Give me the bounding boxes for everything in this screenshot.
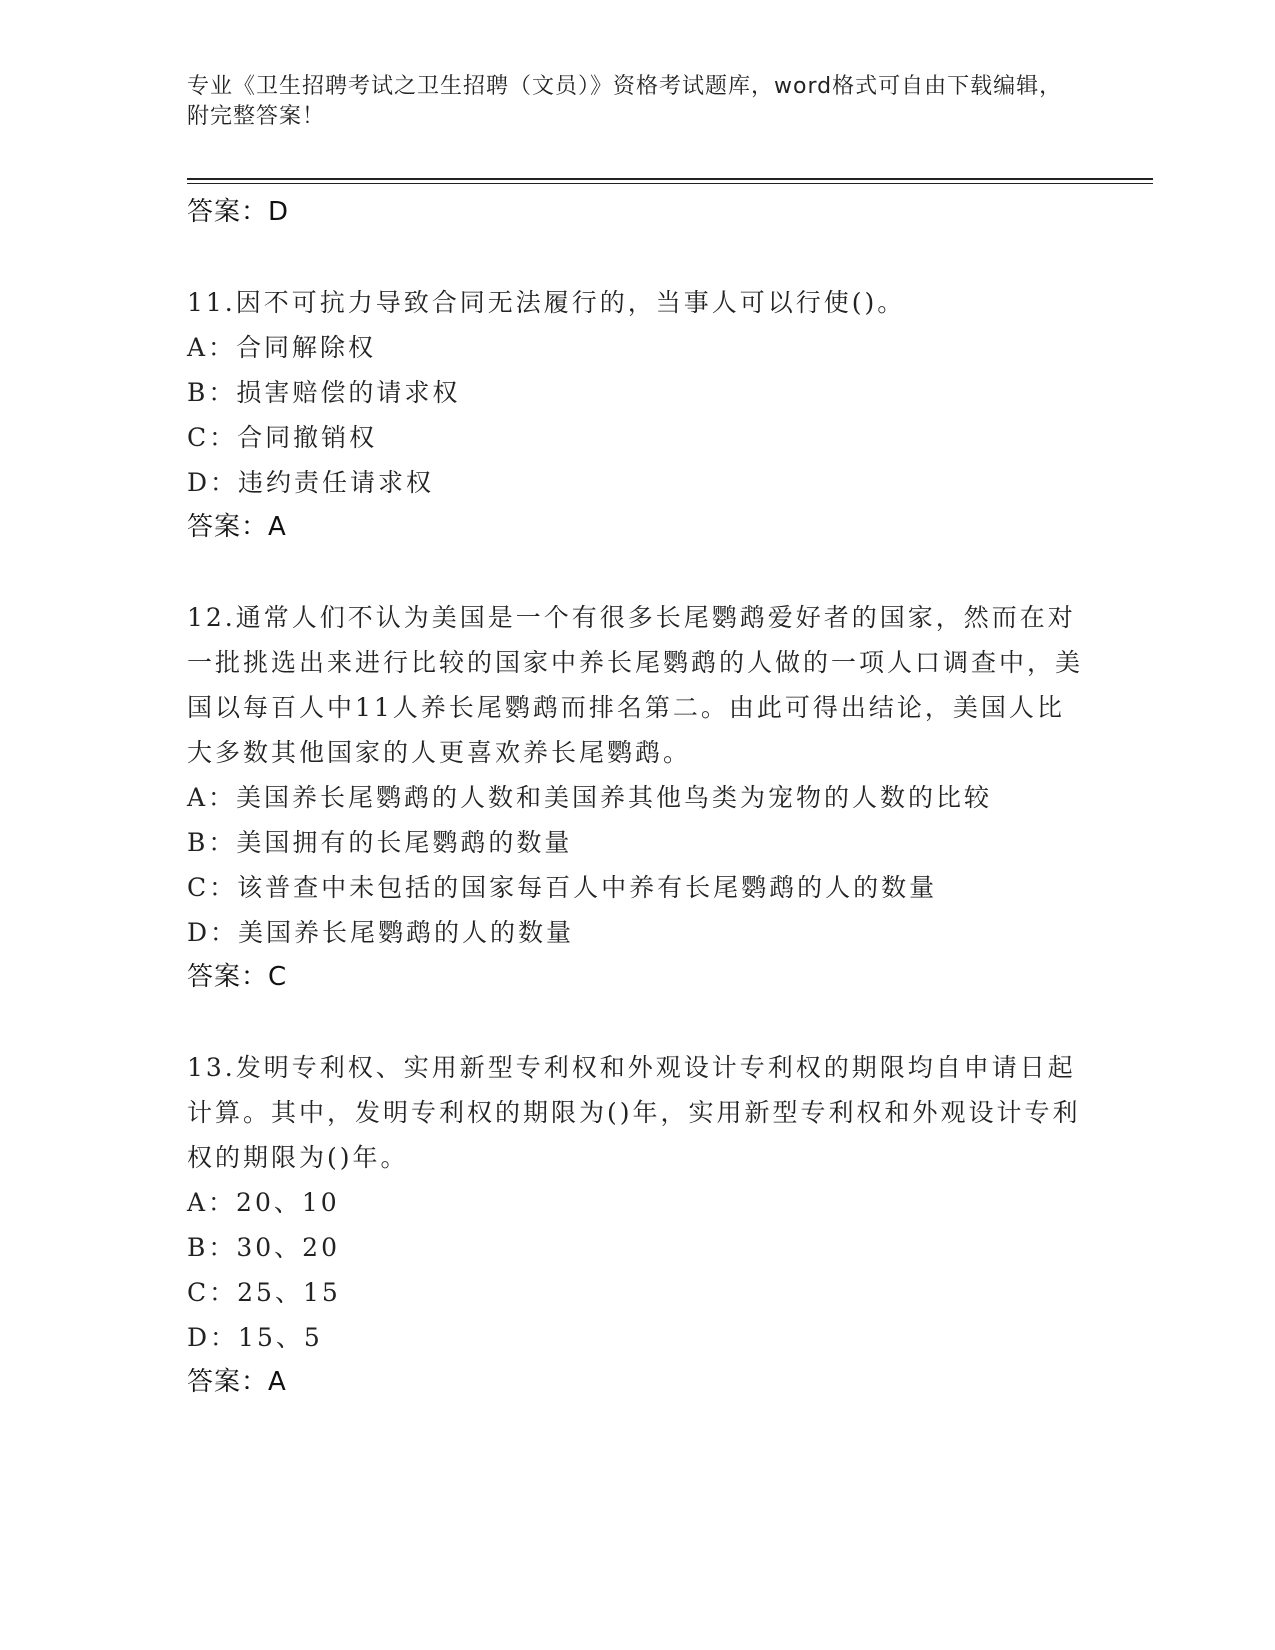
- option-b: B：30、20: [187, 1233, 340, 1262]
- option-b: B：损害赔偿的请求权: [187, 378, 461, 407]
- answer-line: 答案：A: [187, 512, 287, 542]
- option-d: D：15、5: [187, 1323, 323, 1352]
- answer-line: 答案：A: [187, 1367, 287, 1397]
- answer-line: 答案：C: [187, 962, 288, 992]
- option-d: D：美国养长尾鹦鹉的人的数量: [187, 918, 575, 947]
- header-rule-thin: [187, 183, 1153, 184]
- document-header: 专业《卫生招聘考试之卫生招聘（文员）》资格考试题库，word格式可自由下载编辑，附完整答案！: [187, 74, 1063, 129]
- question-stem: 12.通常人们不认为美国是一个有很多长尾鹦鹉爱好者的国家，然而在对一批挑选出来进行比较的国家中养长尾鹦鹉的人做的一项人口调查中，美国以每百人中11人养长尾鹦鹉而排名第二。由此可得出结论，美国人比大多数其他国家的人更喜欢养长尾鹦鹉。: [187, 603, 1084, 767]
- question-12: [187, 595, 1087, 1000]
- option-c: C：该普查中未包括的国家每百人中养有长尾鹦鹉的人的数量: [187, 873, 938, 902]
- previous-answer: 答案：D: [187, 197, 290, 227]
- option-a: A：美国养长尾鹦鹉的人数和美国养其他鸟类为宠物的人数的比较: [187, 783, 993, 812]
- question-11: [187, 280, 1087, 550]
- option-a: A：20、10: [187, 1188, 340, 1217]
- option-b: B：美国拥有的长尾鹦鹉的数量: [187, 828, 573, 857]
- option-c: C：25、15: [187, 1278, 341, 1307]
- question-stem: 13.发明专利权、实用新型专利权和外观设计专利权的期限均自申请日起计算。其中，发明专利权的期限为()年，实用新型专利权和外观设计专利权的期限为()年。: [187, 1053, 1081, 1172]
- header-rule-thick: [187, 178, 1153, 180]
- question-stem: 11.因不可抗力导致合同无法履行的，当事人可以行使()。: [187, 288, 906, 317]
- question-list: [187, 190, 1087, 1405]
- option-a: A：合同解除权: [187, 333, 377, 362]
- option-d: D：违约责任请求权: [187, 468, 435, 497]
- option-c: C：合同撤销权: [187, 423, 378, 452]
- question-13: [187, 1045, 1087, 1405]
